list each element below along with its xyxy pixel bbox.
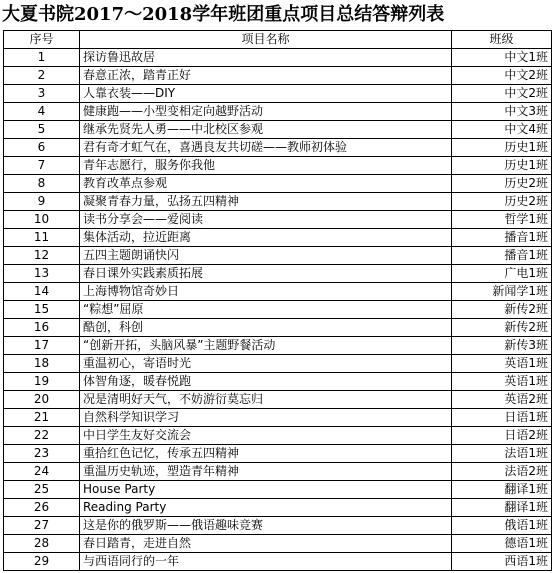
class-name: 广电1班 <box>452 265 552 283</box>
table-row <box>4 517 552 535</box>
project-name: 这是你的俄罗斯——俄语趣味竞赛 <box>80 517 452 535</box>
row-number: 22 <box>4 427 80 445</box>
project-name: 君有奇才虹气在，喜遇良友共切磋——教师初体验 <box>80 139 452 157</box>
row-number: 26 <box>4 499 80 517</box>
project-name: 健康跑——小型变相定向越野活动 <box>80 103 452 121</box>
project-name: 继承先贤先人勇——中北校区参观 <box>80 121 452 139</box>
class-name: 历史2班 <box>452 175 552 193</box>
row-number: 12 <box>4 247 80 265</box>
class-name: 俄语1班 <box>452 517 552 535</box>
class-name: 历史1班 <box>452 157 552 175</box>
project-name: 五四主题朗诵快闪 <box>80 247 452 265</box>
class-name: 新传3班 <box>452 337 552 355</box>
class-name: 中文1班 <box>452 49 552 67</box>
row-number: 17 <box>4 337 80 355</box>
class-name: 日语2班 <box>452 427 552 445</box>
table-row <box>4 85 552 103</box>
table-row <box>4 121 552 139</box>
table-row <box>4 445 552 463</box>
class-name: 哲学1班 <box>452 211 552 229</box>
table-body <box>4 49 552 571</box>
table-row <box>4 535 552 553</box>
project-name: 读书分享会——爱阅读 <box>80 211 452 229</box>
project-name: 上海博物馆奇妙日 <box>80 283 452 301</box>
table-row <box>4 229 552 247</box>
class-name: 德语1班 <box>452 535 552 553</box>
table-row <box>4 319 552 337</box>
table-row <box>4 427 552 445</box>
project-name: 重温历史轨迹，塑造青年精神 <box>80 463 452 481</box>
table-row <box>4 67 552 85</box>
project-name: 青年志愿行，服务你我他 <box>80 157 452 175</box>
page-title: 大夏书院2017～2018学年班团重点项目总结答辩列表 <box>2 4 445 25</box>
table-row <box>4 157 552 175</box>
class-name: 历史1班 <box>452 139 552 157</box>
class-name: 新闻学1班 <box>452 283 552 301</box>
project-name: 重拾红色记忆，传承五四精神 <box>80 445 452 463</box>
class-name: 翻译1班 <box>452 499 552 517</box>
row-number: 29 <box>4 553 80 571</box>
table-row <box>4 175 552 193</box>
project-name: 况是清明好天气，不妨游衍莫忘归 <box>80 391 452 409</box>
row-number: 14 <box>4 283 80 301</box>
class-name: 中文2班 <box>452 85 552 103</box>
row-number: 21 <box>4 409 80 427</box>
row-number: 10 <box>4 211 80 229</box>
row-number: 13 <box>4 265 80 283</box>
row-number: 28 <box>4 535 80 553</box>
class-name: 播音1班 <box>452 247 552 265</box>
table-row <box>4 211 552 229</box>
table-row <box>4 499 552 517</box>
project-name: 酷创，科创 <box>80 319 452 337</box>
table-row <box>4 337 552 355</box>
row-number: 6 <box>4 139 80 157</box>
row-number: 15 <box>4 301 80 319</box>
table-row <box>4 49 552 67</box>
header-name: 项目名称 <box>80 31 452 49</box>
class-name: 西语1班 <box>452 553 552 571</box>
row-number: 3 <box>4 85 80 103</box>
row-number: 25 <box>4 481 80 499</box>
class-name: 日语1班 <box>452 409 552 427</box>
row-number: 23 <box>4 445 80 463</box>
table-row <box>4 463 552 481</box>
row-number: 9 <box>4 193 80 211</box>
project-name: 自然科学知识学习 <box>80 409 452 427</box>
class-name: 中文4班 <box>452 121 552 139</box>
class-name: 法语2班 <box>452 463 552 481</box>
table-row <box>4 139 552 157</box>
row-number: 19 <box>4 373 80 391</box>
project-name: 中日学生友好交流会 <box>80 427 452 445</box>
project-name: 集体活动，拉近距离 <box>80 229 452 247</box>
row-number: 8 <box>4 175 80 193</box>
table-row <box>4 409 552 427</box>
project-name: 体智角逐，暖春悦跑 <box>80 373 452 391</box>
table-row <box>4 373 552 391</box>
row-number: 18 <box>4 355 80 373</box>
class-name: 新传2班 <box>452 319 552 337</box>
table-row <box>4 265 552 283</box>
project-name: 凝聚青春力量，弘扬五四精神 <box>80 193 452 211</box>
project-name: 与西语同行的一年 <box>80 553 452 571</box>
table-row <box>4 247 552 265</box>
row-number: 5 <box>4 121 80 139</box>
header-class: 班级 <box>452 31 552 49</box>
project-name: 重温初心，寄语时光 <box>80 355 452 373</box>
row-number: 7 <box>4 157 80 175</box>
row-number: 1 <box>4 49 80 67</box>
table-row <box>4 103 552 121</box>
row-number: 27 <box>4 517 80 535</box>
project-name: Reading Party <box>80 499 452 517</box>
table-header-row <box>4 31 552 49</box>
table-row <box>4 355 552 373</box>
project-name: 春日踏青，走进自然 <box>80 535 452 553</box>
table-row <box>4 193 552 211</box>
project-name: “粽想”屈原 <box>80 301 452 319</box>
project-name: “创新开拓，头脑风暴”主题野餐活动 <box>80 337 452 355</box>
project-name: 春意正浓，踏青正好 <box>80 67 452 85</box>
class-name: 翻译1班 <box>452 481 552 499</box>
table-row <box>4 391 552 409</box>
project-table <box>3 30 552 571</box>
class-name: 英语1班 <box>452 355 552 373</box>
row-number: 20 <box>4 391 80 409</box>
class-name: 新传2班 <box>452 301 552 319</box>
class-name: 中文2班 <box>452 67 552 85</box>
row-number: 16 <box>4 319 80 337</box>
header-no: 序号 <box>4 31 80 49</box>
table-row <box>4 301 552 319</box>
project-name: 春日课外实践素质拓展 <box>80 265 452 283</box>
row-number: 2 <box>4 67 80 85</box>
class-name: 法语1班 <box>452 445 552 463</box>
class-name: 中文3班 <box>452 103 552 121</box>
table-row <box>4 283 552 301</box>
table-row <box>4 481 552 499</box>
project-name: House Party <box>80 481 452 499</box>
project-name: 教育改革点参观 <box>80 175 452 193</box>
class-name: 历史2班 <box>452 193 552 211</box>
row-number: 11 <box>4 229 80 247</box>
project-name: 探访鲁迅故居 <box>80 49 452 67</box>
row-number: 24 <box>4 463 80 481</box>
table-row <box>4 553 552 571</box>
class-name: 播音1班 <box>452 229 552 247</box>
class-name: 英语1班 <box>452 373 552 391</box>
class-name: 英语2班 <box>452 391 552 409</box>
project-name: 人靠衣装——DIY <box>80 85 452 103</box>
row-number: 4 <box>4 103 80 121</box>
